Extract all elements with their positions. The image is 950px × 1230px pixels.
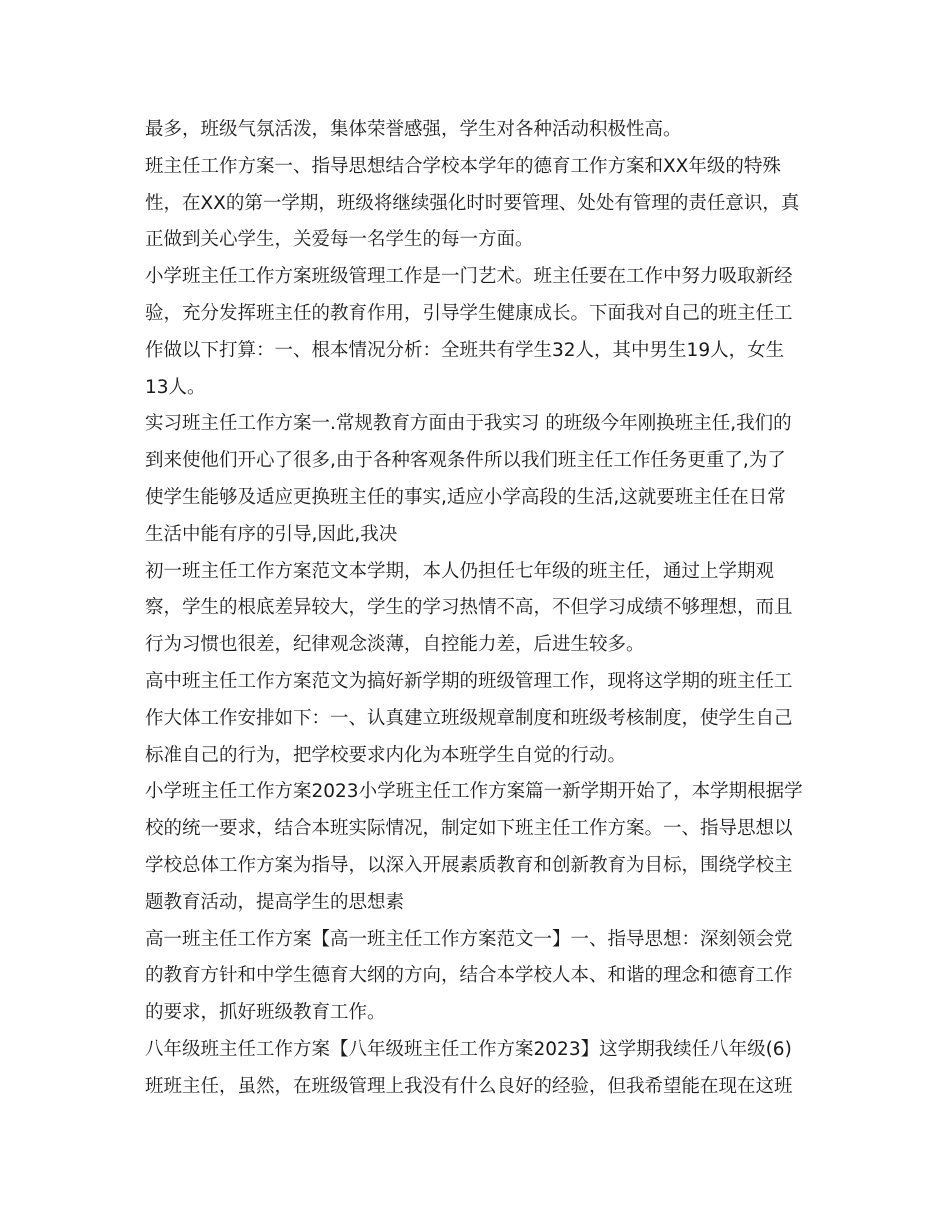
text-line: 13人。 bbox=[145, 376, 206, 398]
text-line: 的教育方针和中学生德育大纲的方向，结合本学校人本、和谐的理念和德育工作 bbox=[145, 965, 793, 987]
text-line: 验，充分发挥班主任的教育作用，引导学生健康成长。下面我对自己的班主任工 bbox=[145, 302, 793, 324]
text-line: 题教育活动，提高学生的思想素 bbox=[145, 891, 405, 913]
text-line: 班班主任，虽然，在班级管理上我没有什么良好的经验，但我希望能在现在这班 bbox=[145, 1075, 793, 1097]
text-line: 班主任工作方案一、指导思想结合学校本学年的德育工作方案和XX年级的特殊 bbox=[145, 155, 781, 177]
text-line: 小学班主任工作方案2023小学班主任工作方案篇一新学期开始了，本学期根据学 bbox=[145, 781, 803, 803]
text-line: 八年级班主任工作方案【八年级班主任工作方案2023】这学期我续任八年级(6) bbox=[145, 1038, 792, 1060]
text-line: 高一班主任工作方案【高一班主任工作方案范文一】一、指导思想：深刻领会党 bbox=[145, 928, 793, 950]
text-line: 作大体工作安排如下：一、认真建立班级规章制度和班级考核制度，使学生自己 bbox=[145, 707, 793, 729]
text-line: 性，在XX的第一学期，班级将继续强化时时要管理、处处有管理的责任意识，真 bbox=[145, 192, 800, 214]
text-line: 行为习惯也很差，纪律观念淡薄，自控能力差，后进生较多。 bbox=[145, 634, 645, 656]
text-line: 生活中能有序的引导,因此,我决 bbox=[145, 523, 398, 545]
text-line: 初一班主任工作方案范文本学期，本人仍担任七年级的班主任，通过上学期观 bbox=[145, 560, 775, 582]
text-line: 学校总体工作方案为指导，以深入开展素质教育和创新教育为目标，围绕学校主 bbox=[145, 854, 793, 876]
text-line: 标准自己的行为，把学校要求内化为本班学生自觉的行动。 bbox=[145, 744, 627, 766]
text-line: 小学班主任工作方案班级管理工作是一门艺术。班主任要在工作中努力吸取新经 bbox=[145, 266, 793, 288]
document-body bbox=[145, 112, 810, 1106]
text-line: 正做到关心学生，关爱每一名学生的每一方面。 bbox=[145, 229, 534, 251]
text-line: 高中班主任工作方案范文为搞好新学期的班级管理工作，现将这学期的班主任工 bbox=[145, 670, 793, 692]
text-line: 校的统一要求，结合本班实际情况，制定如下班主任工作方案。一、指导思想以 bbox=[145, 818, 793, 840]
text-line: 到来使他们开心了很多,由于各种客观条件所以我们班主任工作任务更重了,为了 bbox=[145, 450, 786, 472]
text-line: 作做以下打算：一、根本情况分析：全班共有学生32人，其中男生19人，女生 bbox=[145, 339, 785, 361]
text-line: 使学生能够及适应更换班主任的事实,适应小学高段的生活,这就要班主任在日常 bbox=[145, 486, 786, 508]
text-line: 察，学生的根底差异较大，学生的学习热情不高，不但学习成绩不够理想，而且 bbox=[145, 597, 793, 619]
text-line: 最多，班级气氛活泼，集体荣誉感强，学生对各种活动积极性高。 bbox=[145, 119, 682, 140]
text-line: 实习班主任工作方案一.常规教育方面由于我实习 的班级今年刚换班主任,我们的 bbox=[145, 413, 792, 435]
text-line: 的要求，抓好班级教育工作。 bbox=[145, 1002, 386, 1024]
